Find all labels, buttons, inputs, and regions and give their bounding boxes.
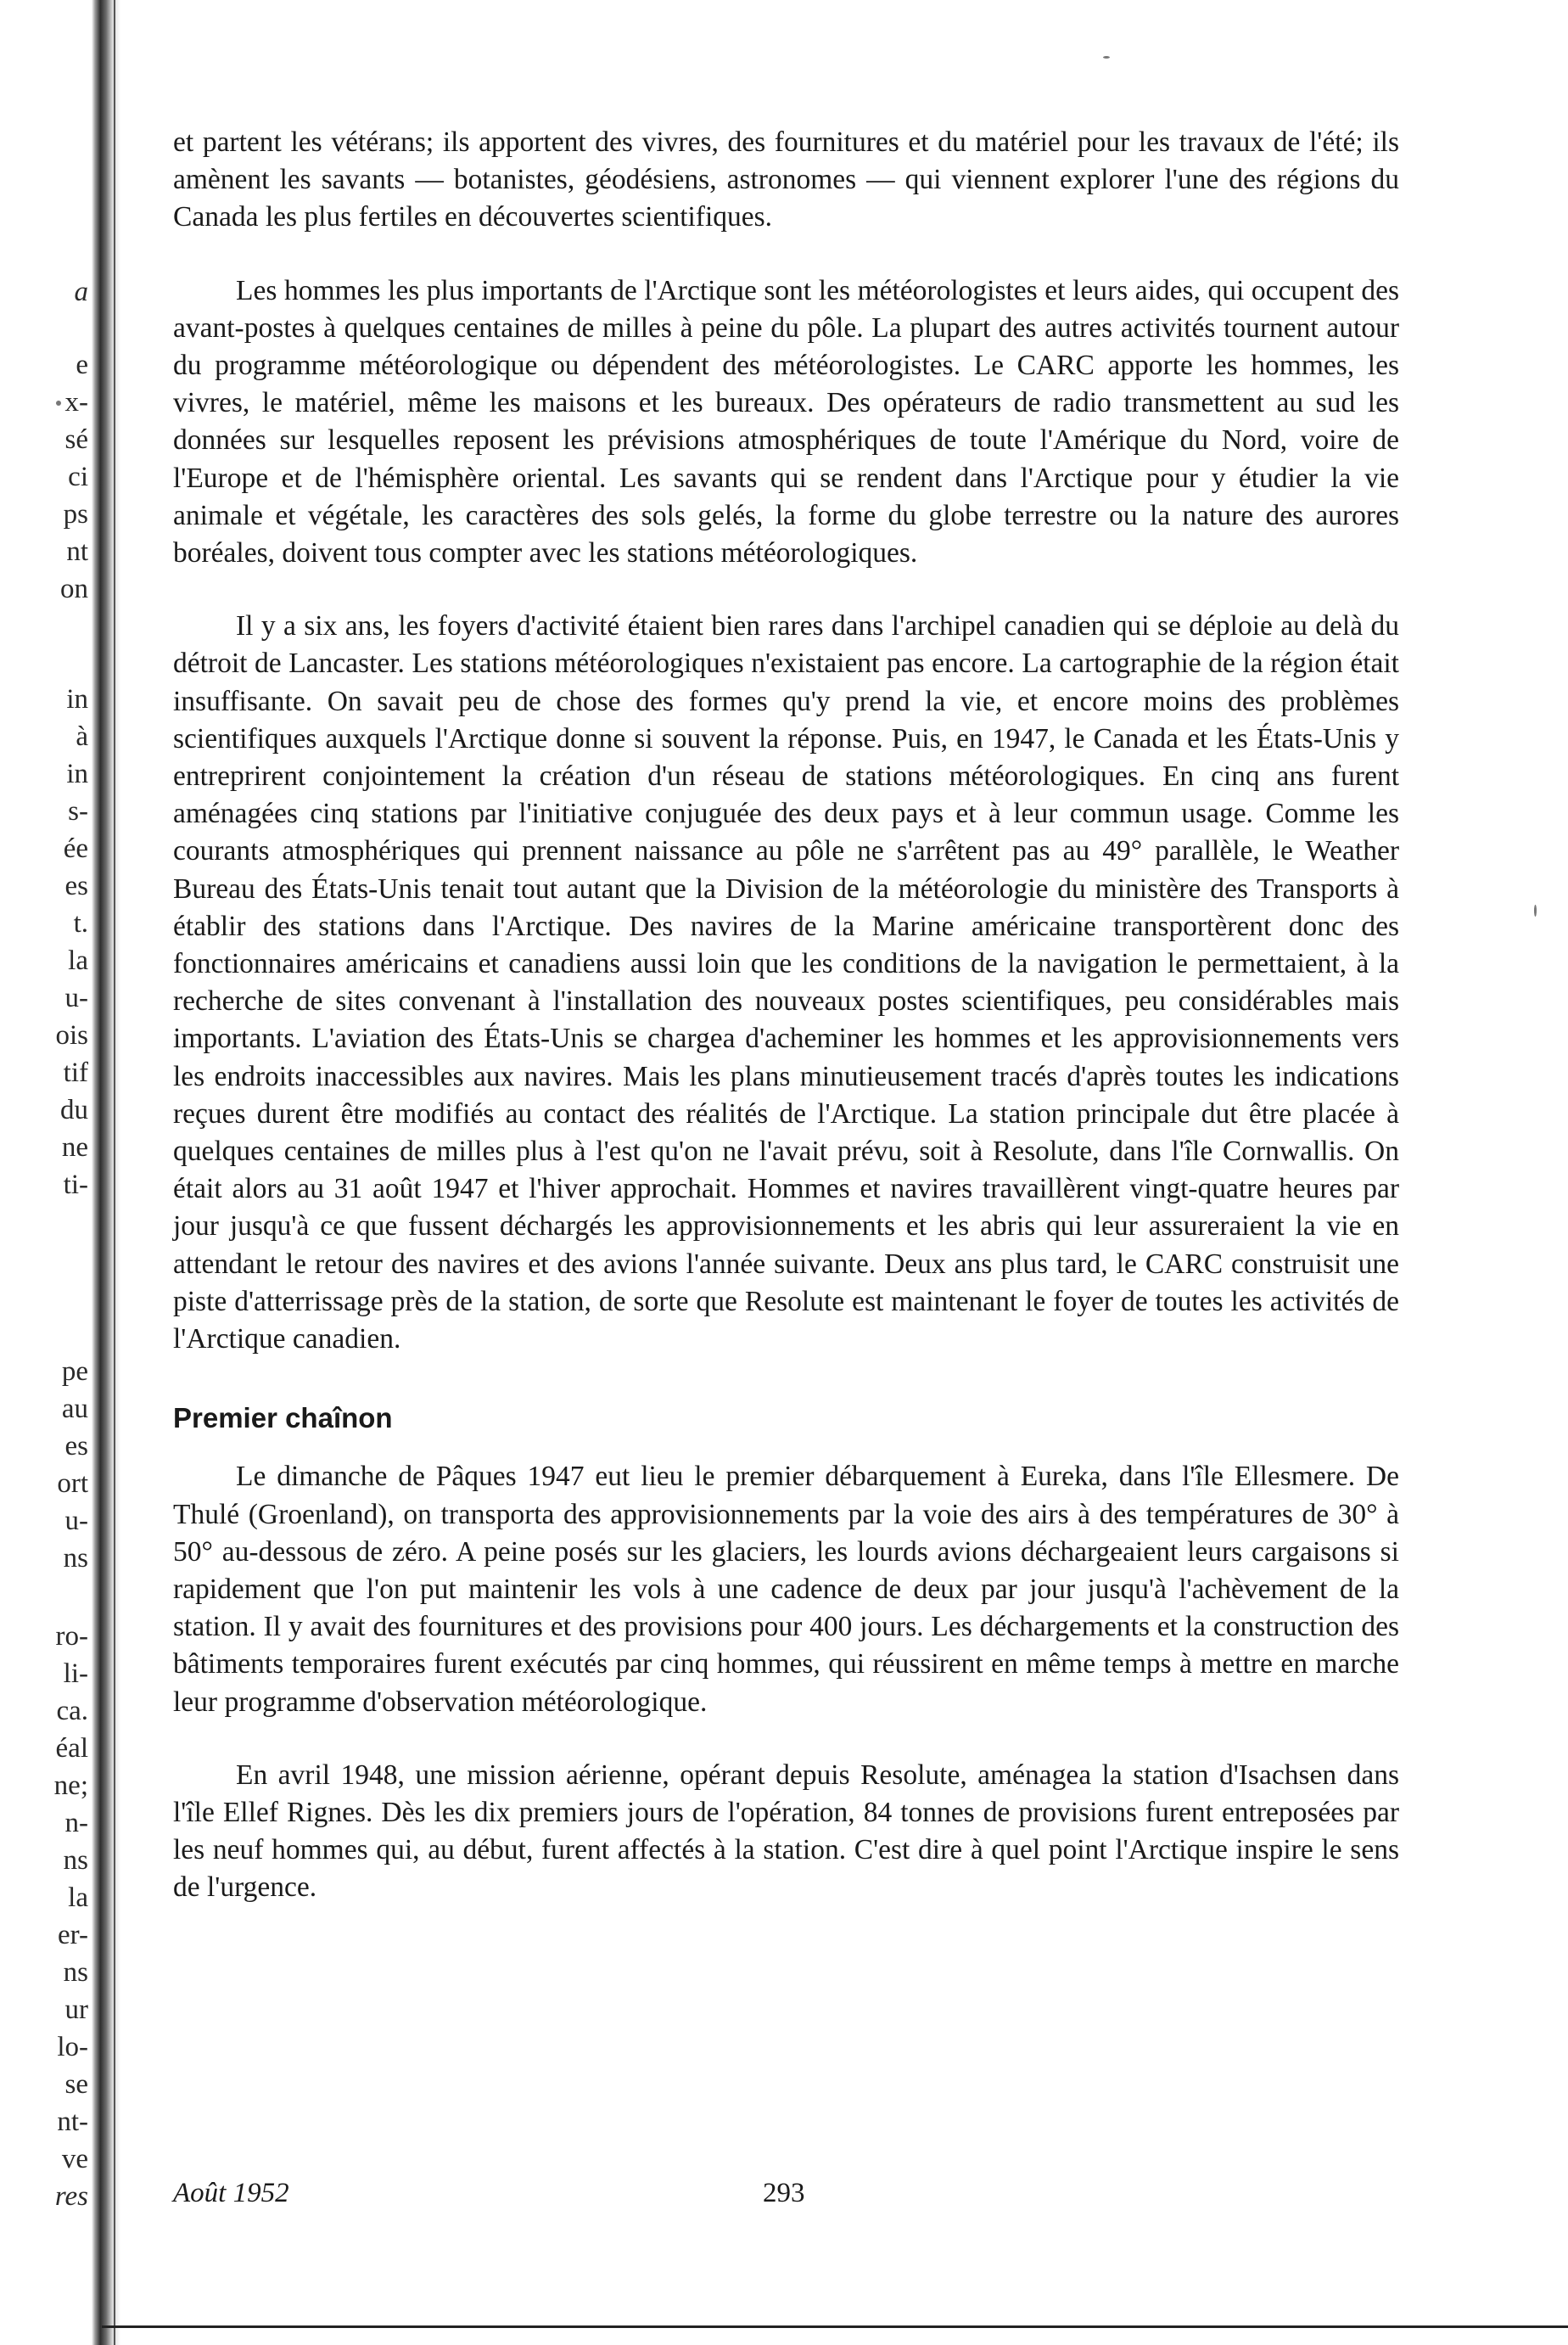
gutter-fragment: in [66,759,88,789]
gutter-fragment: es [64,1431,88,1461]
paragraph: Les hommes les plus importants de l'Arctique sont les météorologistes et leurs aides, qui occupent des avant-postes à quelques centaines de milles à peine du pôle. La plupart des autres activités tournent autour du programme météorologique ou dépendent des météorologistes. Le CARC apporte les hommes, les vivres, le matériel, même les maisons et les bureaux. Des opérateurs de radio transmettent au sud les données sur lesquelles reposent les prévisions atmosphériques de toute l'Amérique du Nord, voire de l'Europe et de l'hémisphère oriental. Les savants qui se rendent dans l'Arctique pour y étudier la vie animale et végétale, les caractères des sols gelés, la forme du globe terrestre ou la nature des aurores boréales, doivent tous compter avec les stations météorologiques. [173,274,1399,569]
gutter-fragment: e [76,350,88,380]
gutter-fragment: ps [63,499,88,530]
gutter-fragment: x- [64,387,88,418]
gutter-fragment: la [68,945,88,976]
gutter-fragment: es [64,871,88,901]
section-heading: Premier chaînon [173,1402,393,1434]
paragraph: Il y a six ans, les foyers d'activité étaient bien rares dans l'archipel canadien qui se déploie au delà du détroit de Lancaster. Les stations météorologiques n'existaient pas encore. La cartographie de la région était insuffisante. On savait peu de chose des formes qu'y prend la vie, et encore moins des problèmes scientifiques auxquels l'Arctique donne si souvent la réponse. Puis, en 1947, le Canada et les États-Unis y entreprirent conjointement la création d'un réseau de stations météorologiques. En cinq ans furent aménagées cinq stations par l'initiative conjuguée des deux pays et à leur commun usage. Comme les courants atmosphériques qui prennent naissance au pôle ne s'arrêtent pas au 49° parallèle, le Weather Bureau des États-Unis tenait tout autant que la Division de la météorologie du ministère des Transports à établir des stations dans l'Arctique. Des navires de la Marine américaine transportèrent donc des fonctionnaires américains et canadiens aussi loin que les conditions de la navigation le permettaient, à la recherche de sites convenant à l'installation des nouveaux postes scientifiques, peu considérables mais importants. L'aviation des États-Unis se chargea d'acheminer les hommes et les approvisionnements vers les endroits inaccessibles aux navires. Mais les plans minutieusement tracés d'après toutes les indications reçues durent être modifiés au contact des réalités de l'Arctique. La station principale dut être placée à quelques centaines de milles plus à l'est qu'on ne l'avait prévu, soit à Resolute, dans l'île Cornwallis. On était alors au 31 août 1947 et l'hiver approchait. Hommes et navires travaillèrent vingt-quatre heures par jour jusqu'à ce que fussent déchargés les approvisionnements et les abris qui leur assureraient la vie en attendant le retour des navires et des avions l'année suivante. Deux ans plus tard, le CARC construisit une piste d'atterrissage près de la station, de sorte que Resolute est maintenant le foyer de toutes les activités de l'Arctique canadien. [173,610,1399,1355]
gutter-fragment: in [66,684,88,715]
gutter-fragment: s- [68,796,88,827]
gutter-fragment: ca. [56,1696,88,1726]
gutter-fragment: se [64,2069,88,2100]
gutter-fragment: ns [63,1957,88,1988]
gutter-fragment: la [68,1882,88,1913]
gutter-fragment: res [54,2181,88,2212]
scan-speck [1103,56,1110,59]
paragraph: Le dimanche de Pâques 1947 eut lieu le premier débarquement à Eureka, dans l'île Ellesmere. De Thulé (Groenland), on transporta des approvisionnements par la voie des airs à des températures de 30° à 50° au-dessous de zéro. A peine posés sur les glaciers, les lourds avions déchargeaient leurs cargaisons si rapidement que l'on put maintenir les vols à une cadence de deux par jour jusqu'à l'achèvement de la station. Il y avait des fournitures et des provisions pour 400 jours. Les déchargements et la construction des bâtiments temporaires furent exécutés par cinq hommes, qui réussirent en même temps à mettre en marche leur programme d'observation météorologique. [173,1461,1399,1718]
gutter-fragment: u- [64,983,88,1013]
gutter-fragment: ve [61,2144,88,2174]
gutter-fragment: ns [63,1543,88,1574]
gutter-fragment: éal [55,1733,88,1764]
gutter-fragment: n- [64,1808,88,1838]
article-body [173,124,1399,1907]
scan-speck [56,401,61,406]
paragraph: En avril 1948, une mission aérienne, opérant depuis Resolute, aménagea la station d'Isachsen dans l'île Ellef Rignes. Dès les dix premiers jours de l'opération, 84 tonnes de provisions furent entreposées par les neuf hommes qui, au début, furent affectés à la station. C'est dire à quel point l'Arctique inspire le sens de l'urgence. [173,1759,1399,1904]
scan-speck [1534,905,1537,917]
gutter-fragment: ort [57,1468,88,1499]
binding-line [114,0,115,2345]
gutter-fragment: er- [58,1920,88,1950]
gutter-fragment: on [60,574,88,604]
gutter-fragment: du [60,1095,88,1125]
gutter-fragment: lo- [57,2032,88,2062]
gutter-fragment: ti- [63,1170,88,1200]
gutter-fragment: li- [63,1658,88,1689]
gutter-fragment: pe [61,1356,88,1387]
gutter-fragment: a [74,277,88,307]
book-binding-shadow [92,0,120,2345]
gutter-fragment: à [76,721,88,752]
gutter-fragment: nt- [57,2107,88,2137]
paragraph: et partent les vétérans; ils apportent des vivres, des fournitures et du matériel pour les travaux de l'été; ils amènent les savants — botanistes, géodésiens, astronomes — qui viennent explorer l'une des régions du Canada les plus fertiles en découvertes scientifiques. [173,126,1399,233]
scan-edge-rule [102,2325,1568,2328]
gutter-fragment: sé [64,424,88,455]
gutter-fragment: ci [68,462,88,492]
issue-date: Août 1952 [173,2178,289,2208]
gutter-fragment: ne; [53,1770,88,1801]
gutter-fragment: t. [73,908,88,939]
page-number: 293 [763,2178,805,2208]
gutter-fragment: ée [63,833,88,864]
gutter-fragment: u- [64,1506,88,1536]
gutter-fragment: tif [63,1057,88,1088]
gutter-fragment: ne [61,1132,88,1163]
gutter-fragment: nt [66,536,88,567]
gutter-fragment: au [61,1394,88,1424]
gutter-fragment: ns [63,1845,88,1876]
gutter-fragment: ur [64,1994,88,2025]
gutter-fragment: ro- [55,1621,88,1652]
gutter-fragment: ois [55,1020,88,1051]
